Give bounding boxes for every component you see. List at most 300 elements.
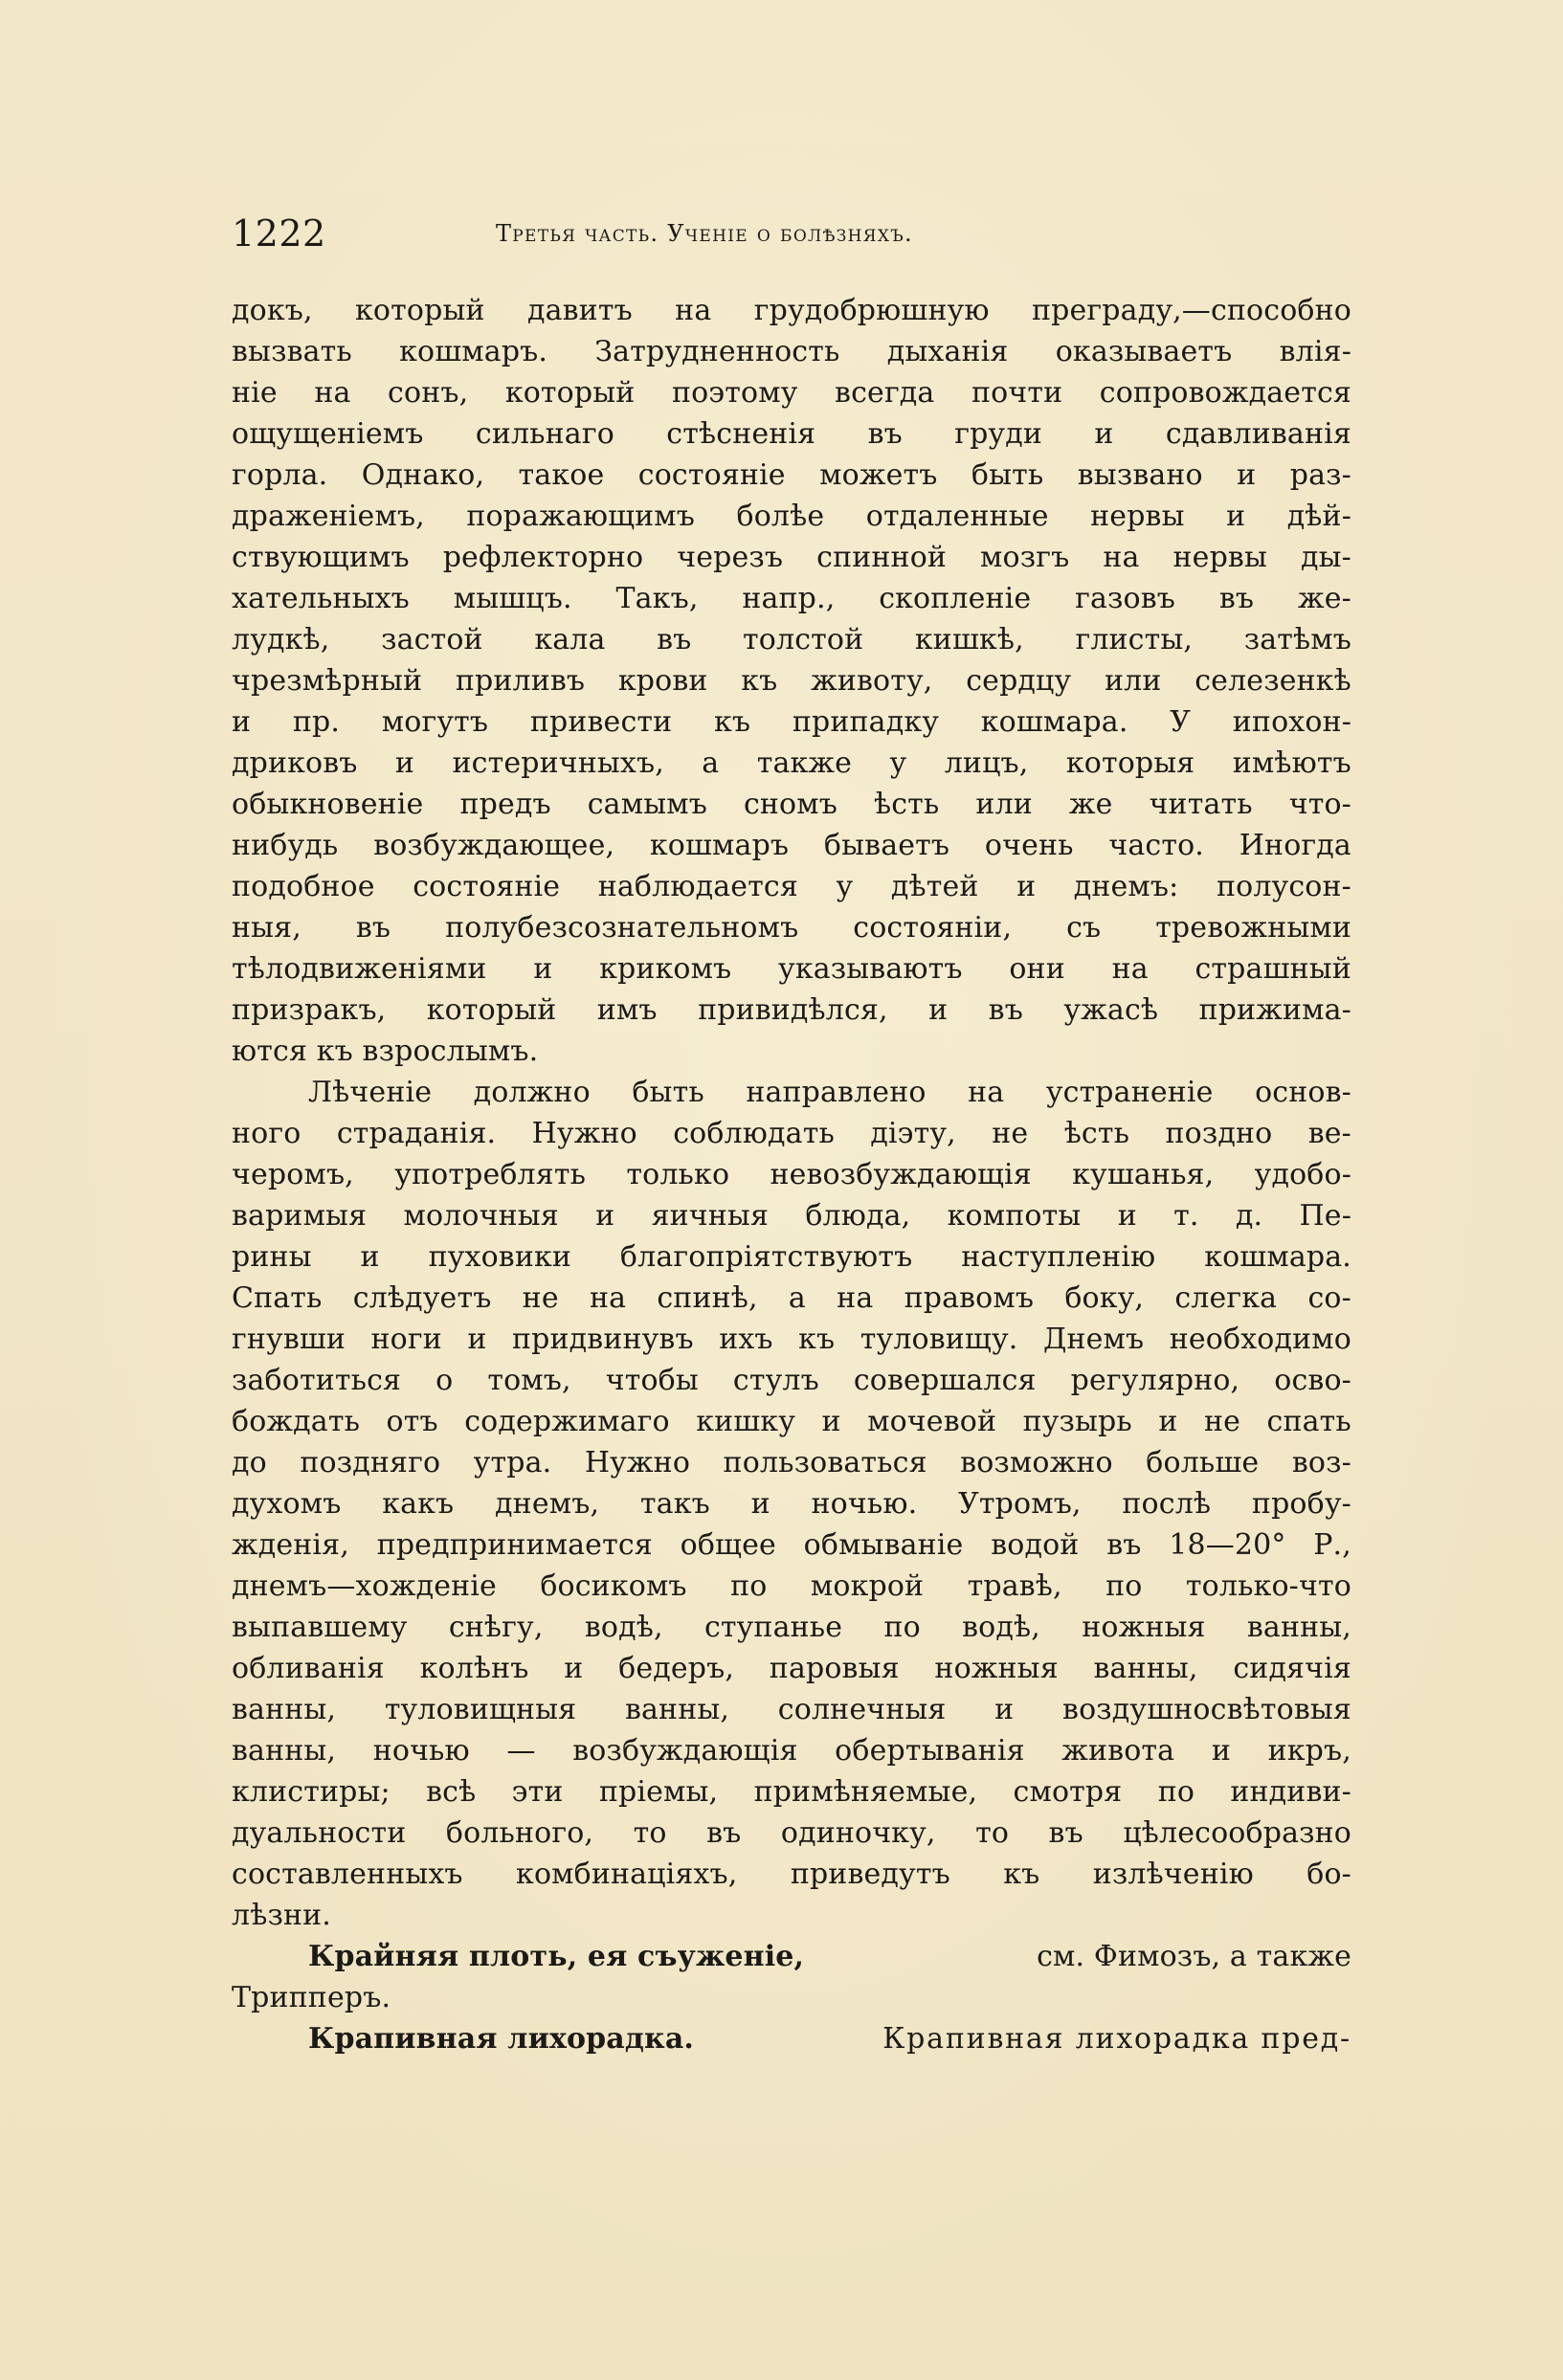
text-line: [232, 907, 1351, 948]
word: ванны,: [1246, 1611, 1351, 1644]
word: Затрудненность: [594, 335, 840, 368]
word: могутъ: [381, 705, 489, 739]
word: и: [928, 993, 949, 1027]
word: на: [1111, 952, 1149, 986]
entry-heading: Крапивная лихорадка.: [308, 2022, 695, 2056]
page-number: 1222: [232, 212, 326, 255]
text-line: [232, 578, 1351, 619]
word: регулярно,: [1070, 1364, 1240, 1397]
word: въ: [355, 911, 391, 945]
word: на: [837, 1281, 874, 1315]
word: тѣлодвиженіями: [232, 952, 487, 986]
entry-line: [232, 1936, 1351, 1977]
text-line: [232, 1648, 1351, 1689]
word: ве-: [1307, 1117, 1351, 1150]
word: боку,: [1064, 1281, 1145, 1315]
word: бождать: [232, 1405, 361, 1438]
word: приведутъ: [790, 1857, 950, 1891]
word: нервы: [1090, 500, 1185, 533]
word: д.: [1235, 1199, 1263, 1233]
word: до: [232, 1446, 267, 1479]
word: спать: [1266, 1405, 1351, 1438]
word: и: [1016, 870, 1037, 903]
word: ночью: [372, 1734, 470, 1768]
word: одиночку,: [780, 1816, 936, 1850]
word: содержимаго: [464, 1405, 670, 1438]
word: слѣдуетъ: [352, 1281, 492, 1315]
word: почти: [971, 376, 1063, 410]
word: смотря: [1013, 1775, 1123, 1809]
word: также: [756, 746, 853, 780]
word: т.: [1173, 1199, 1199, 1233]
word: устраненіе: [1045, 1076, 1214, 1109]
word: и: [750, 1487, 770, 1521]
text-line: [232, 1113, 1351, 1154]
page-header: [232, 205, 1351, 262]
word: ныя,: [232, 911, 301, 945]
word: всѣ: [426, 1775, 477, 1809]
word: же-: [1297, 582, 1351, 615]
word: и: [1237, 458, 1257, 492]
word: ды-: [1300, 541, 1351, 574]
word: пользоваться: [723, 1446, 927, 1479]
word: такъ: [639, 1487, 710, 1521]
word: стѣсненія: [666, 417, 816, 451]
word: всегда: [835, 376, 935, 410]
word: Лѣченіе: [308, 1076, 433, 1109]
word: наступленію: [961, 1240, 1156, 1274]
word: ночью.: [811, 1487, 918, 1521]
word: давитъ: [526, 294, 633, 327]
entry-text: см. Фимозъ, а также: [1037, 1940, 1351, 1973]
word: и: [595, 1199, 615, 1233]
word: часто.: [1108, 829, 1204, 862]
word: докъ,: [232, 294, 313, 327]
word: нибудь: [232, 829, 339, 862]
word: кошмара.: [980, 705, 1128, 739]
word: нервы: [1172, 541, 1267, 574]
word: комбинаціяхъ,: [516, 1857, 738, 1891]
word: подобное: [232, 870, 375, 903]
text-line: [232, 1401, 1351, 1442]
word: босикомъ: [540, 1569, 687, 1603]
word: и: [1094, 417, 1114, 451]
word: дѣй-: [1286, 500, 1351, 533]
word: груди: [954, 417, 1042, 451]
word: мышцъ.: [453, 582, 572, 615]
word: и: [1211, 1734, 1231, 1768]
word: въ: [988, 993, 1023, 1027]
word: дриковъ: [232, 746, 358, 780]
word: воз-: [1291, 1446, 1351, 1479]
word: драженіемъ,: [232, 500, 425, 533]
word: Пе-: [1299, 1199, 1351, 1233]
word: ного: [232, 1117, 301, 1150]
text-line: [232, 948, 1351, 990]
text-line: [232, 1771, 1351, 1813]
word: ванны,: [624, 1693, 730, 1726]
word: поздно: [1165, 1117, 1273, 1150]
word: сдавливанія: [1165, 417, 1351, 451]
word: снѣгу,: [448, 1611, 544, 1644]
entry-line: [232, 2018, 1351, 2059]
word: пузырь: [1022, 1405, 1132, 1438]
text-line: [232, 537, 1351, 578]
word: только: [626, 1158, 730, 1191]
word: и: [360, 1240, 380, 1274]
word: основ-: [1255, 1076, 1351, 1109]
word: какъ: [382, 1487, 455, 1521]
word: ніе: [232, 376, 278, 410]
word: заботиться: [232, 1364, 402, 1397]
word: ѣсть: [873, 788, 940, 821]
word: Нужно: [584, 1446, 691, 1479]
word: кошмаръ: [649, 829, 790, 862]
word: только-что: [1185, 1569, 1351, 1603]
word: туловищныя: [384, 1693, 577, 1726]
word: а: [788, 1281, 806, 1315]
word: невозбуждающія: [770, 1158, 1032, 1191]
word: ипохон-: [1232, 705, 1351, 739]
word: употреблять: [394, 1158, 587, 1191]
word: томъ,: [487, 1364, 571, 1397]
word: и: [232, 705, 252, 739]
word: на: [1103, 541, 1140, 574]
word: Однако,: [361, 458, 485, 492]
text-line: [232, 496, 1351, 537]
word: 18—20°: [1169, 1528, 1286, 1562]
word: кала: [534, 623, 606, 656]
word: имѣютъ: [1232, 746, 1351, 780]
text-line: [232, 1195, 1351, 1236]
word: возможно: [960, 1446, 1113, 1479]
word: рины: [232, 1240, 312, 1274]
text-line: [232, 660, 1351, 701]
word: по: [1105, 1569, 1143, 1603]
word: они: [1009, 952, 1065, 986]
word: не: [992, 1117, 1029, 1150]
word: или: [1105, 664, 1162, 698]
text-line: [232, 1566, 1351, 1607]
word: эти: [511, 1775, 564, 1809]
word: Спать: [232, 1281, 323, 1315]
word: ступанье: [703, 1611, 843, 1644]
word: ощущеніемъ: [232, 417, 424, 451]
word: водой: [991, 1528, 1080, 1562]
word: у: [836, 870, 854, 903]
word: въ: [657, 623, 692, 656]
word: ствующимъ: [232, 541, 410, 574]
word: въ: [706, 1816, 742, 1850]
word: яичныя: [651, 1199, 770, 1233]
word: на: [968, 1076, 1005, 1109]
word: и: [394, 746, 415, 780]
word: читать: [1149, 788, 1253, 821]
word: поражающимъ: [466, 500, 696, 533]
word: возбуждающія: [572, 1734, 798, 1768]
word: мокрой: [810, 1569, 925, 1603]
entry-text: Трипперъ.: [232, 1981, 391, 2014]
text-line: [232, 331, 1351, 372]
word: указываютъ: [778, 952, 963, 986]
word: на: [314, 376, 351, 410]
text-line: [232, 413, 1351, 455]
word: которыя: [1065, 746, 1195, 780]
word: травѣ,: [967, 1569, 1062, 1603]
word: туловищу.: [860, 1323, 1018, 1356]
text-line: [232, 784, 1351, 825]
word: ихъ: [719, 1323, 773, 1356]
word: пробу-: [1251, 1487, 1351, 1521]
word: и: [467, 1323, 487, 1356]
word: чрезмѣрный: [232, 664, 423, 698]
word: пріемы,: [598, 1775, 719, 1809]
word: можетъ: [819, 458, 938, 492]
word: сонъ,: [388, 376, 469, 410]
word: преграду,—способно: [1032, 294, 1351, 327]
word: клистиры;: [232, 1775, 391, 1809]
word: грудобрюшную: [753, 294, 990, 327]
word: страданія.: [336, 1117, 497, 1150]
word: духомъ: [232, 1487, 342, 1521]
word: и: [1226, 500, 1246, 533]
word: днемъ,: [495, 1487, 600, 1521]
word: сномъ: [743, 788, 837, 821]
word: тревожными: [1155, 911, 1351, 945]
word: осво-: [1274, 1364, 1351, 1397]
word: индиви-: [1230, 1775, 1351, 1809]
word: днемъ—хожденіе: [232, 1569, 497, 1603]
word: бедеръ,: [618, 1652, 735, 1685]
word: діэту,: [870, 1117, 956, 1150]
word: солнечныя: [777, 1693, 947, 1726]
word: лицъ,: [944, 746, 1029, 780]
text-line: [232, 1154, 1351, 1195]
word: то: [975, 1816, 1010, 1850]
word: скопленіе: [879, 582, 1032, 615]
word: затѣмъ: [1243, 623, 1351, 656]
word: придвинувъ: [512, 1323, 694, 1356]
word: черезъ: [677, 541, 784, 574]
word: икръ,: [1267, 1734, 1351, 1768]
word: чтобы: [605, 1364, 699, 1397]
word: полусон-: [1216, 870, 1351, 903]
word: лудкѣ,: [232, 623, 330, 656]
word: жденія,: [232, 1528, 349, 1562]
word: послѣ: [1122, 1487, 1212, 1521]
word: или: [975, 788, 1033, 821]
word: должно: [473, 1076, 591, 1109]
word: предпринимается: [376, 1528, 653, 1562]
word: напр.,: [742, 582, 836, 615]
word: кишку: [696, 1405, 796, 1438]
word: рефлекторно: [442, 541, 644, 574]
word: кишкѣ,: [914, 623, 1024, 656]
text-line: [232, 455, 1351, 496]
word: влія-: [1279, 335, 1351, 368]
word: составленныхъ: [232, 1857, 463, 1891]
word: приливъ: [455, 664, 586, 698]
text-line: [232, 1689, 1351, 1730]
word: сопровождается: [1099, 376, 1351, 410]
word: съ: [1066, 911, 1102, 945]
word: блюда,: [805, 1199, 911, 1233]
word: сидячія: [1233, 1652, 1351, 1685]
word: раз-: [1289, 458, 1351, 492]
word: компоты: [947, 1199, 1082, 1233]
word: сильнаго: [475, 417, 614, 451]
text-line: [232, 619, 1351, 660]
word: пр.: [292, 705, 341, 739]
word: Иногда: [1239, 829, 1351, 862]
word: дѣтей: [890, 870, 979, 903]
word: привидѣлся,: [698, 993, 888, 1027]
text-line: [232, 1072, 1351, 1113]
word: ванны,: [232, 1693, 337, 1726]
word: варимыя: [232, 1199, 368, 1233]
text-line: [232, 1236, 1351, 1278]
body-text: [232, 290, 1351, 2059]
word: очень: [984, 829, 1074, 862]
word: отъ: [386, 1405, 438, 1438]
word: и: [994, 1693, 1015, 1726]
word: колѣнъ: [419, 1652, 529, 1685]
word: дуальности: [232, 1816, 407, 1850]
word: состояніе: [413, 870, 561, 903]
word: животу,: [811, 664, 933, 698]
word: обмываніе: [803, 1528, 964, 1562]
word: —: [506, 1734, 536, 1768]
word: вызвано: [1077, 458, 1203, 492]
word: болѣе: [736, 500, 825, 533]
text-line: [232, 701, 1351, 743]
word: о: [435, 1364, 454, 1397]
word: прижима-: [1198, 993, 1351, 1027]
word: состояніи,: [853, 911, 1013, 945]
word: призракъ,: [232, 993, 387, 1027]
word: въ: [1106, 1528, 1142, 1562]
word: кушанья,: [1072, 1158, 1215, 1191]
text-line: [232, 825, 1351, 866]
text-line: лѣзни.: [232, 1899, 331, 1932]
word: ножныя: [1082, 1611, 1206, 1644]
word: соблюдать: [673, 1117, 835, 1150]
word: больного,: [445, 1816, 594, 1850]
word: имъ: [596, 993, 658, 1027]
word: сердцу: [966, 664, 1072, 698]
word: бываетъ: [823, 829, 950, 862]
word: пуховики: [428, 1240, 572, 1274]
word: быть: [971, 458, 1044, 492]
word: ванны,: [232, 1734, 337, 1768]
word: обыкновеніе: [232, 788, 424, 821]
word: поздняго: [300, 1446, 441, 1479]
word: поэтому: [671, 376, 798, 410]
word: необходимо: [1169, 1323, 1351, 1356]
text-line: [232, 290, 1351, 331]
word: газовъ: [1075, 582, 1176, 615]
word: селезенкѣ: [1195, 664, 1351, 698]
word: стулъ: [732, 1364, 819, 1397]
word: же: [1068, 788, 1113, 821]
word: въ: [1048, 1816, 1083, 1850]
word: ноги: [370, 1323, 442, 1356]
word: благопріятствуютъ: [619, 1240, 913, 1274]
word: въ: [1218, 582, 1255, 615]
word: толстой: [743, 623, 864, 656]
word: состояніе: [637, 458, 786, 492]
text-line: [232, 1607, 1351, 1648]
word: паровыя: [769, 1652, 900, 1685]
word: быть: [632, 1076, 704, 1109]
word: оказываетъ: [1055, 335, 1233, 368]
word: кошмара.: [1204, 1240, 1351, 1274]
text-line: [232, 1442, 1351, 1483]
word: хательныхъ: [232, 582, 410, 615]
word: Утромъ,: [958, 1487, 1082, 1521]
word: Днемъ: [1042, 1323, 1145, 1356]
word: а: [702, 746, 720, 780]
word: не: [522, 1281, 559, 1315]
word: и: [1158, 1405, 1178, 1438]
word: полубезсознательномъ: [445, 911, 799, 945]
word: самымъ: [587, 788, 707, 821]
word: ужасѣ: [1063, 993, 1159, 1027]
word: привести: [529, 705, 673, 739]
text-line: [232, 866, 1351, 907]
word: примѣняемые,: [753, 1775, 978, 1809]
word: больше: [1146, 1446, 1260, 1479]
word: на: [675, 294, 712, 327]
text-line: [232, 1730, 1351, 1771]
word: общее: [680, 1528, 776, 1562]
text-line: [232, 743, 1351, 784]
word: къ: [1003, 1857, 1040, 1891]
word: У: [1170, 705, 1192, 739]
word: по: [730, 1569, 768, 1603]
word: направлено: [746, 1076, 927, 1109]
word: къ: [741, 664, 778, 698]
word: и: [821, 1405, 841, 1438]
word: молочныя: [403, 1199, 559, 1233]
word: по: [883, 1611, 921, 1644]
word: черомъ,: [232, 1158, 354, 1191]
word: такое: [518, 458, 605, 492]
word: припадку: [792, 705, 940, 739]
word: и: [564, 1652, 584, 1685]
word: гнувши: [232, 1323, 346, 1356]
word: на: [589, 1281, 627, 1315]
word: обливанія: [232, 1652, 385, 1685]
word: Нужно: [531, 1117, 637, 1150]
word: что-: [1288, 788, 1351, 821]
word: цѣлесообразно: [1123, 1816, 1351, 1850]
word: бо-: [1306, 1857, 1351, 1891]
word: живота: [1061, 1734, 1175, 1768]
word: то: [633, 1816, 667, 1850]
word: водѣ,: [584, 1611, 663, 1644]
entry-heading: Крайняя плоть, ея съуженіе,: [308, 1940, 805, 1973]
word: ѣсть: [1063, 1117, 1130, 1150]
word: обертыванія: [835, 1734, 1025, 1768]
word: водѣ,: [962, 1611, 1040, 1644]
text-line: [232, 1319, 1351, 1360]
word: Такъ,: [615, 582, 699, 615]
text-line: [232, 1278, 1351, 1319]
word: не: [1203, 1405, 1241, 1438]
entry-text: Крапивная лихорадка пред-: [882, 2022, 1351, 2056]
word: по: [1157, 1775, 1195, 1809]
